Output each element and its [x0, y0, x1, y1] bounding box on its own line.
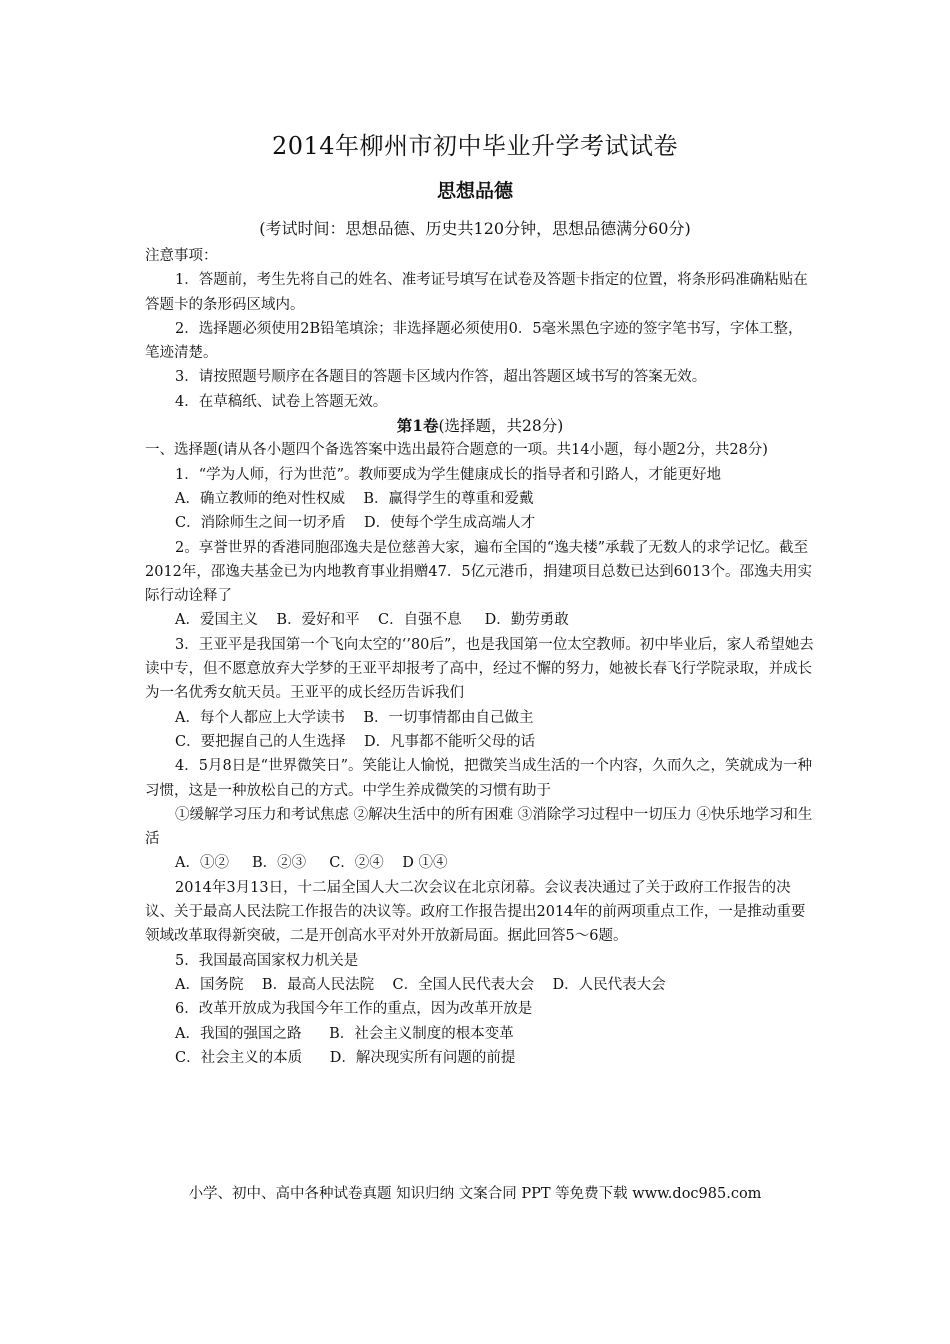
notice-item: 3．请按照题号顺序在各题目的答题卡区域内作答，超出答题区域书写的答案无效。 [175, 369, 707, 386]
question-options-5: A．国务院 B．最高人民法院 C．全国人民代表大会 D．人民代表大会 [175, 976, 666, 993]
question-choices-4: ①缓解学习压力和考试焦虑 ②解决生活中的所有困难 ③消除学习过程中一切压力 ④快乐地学习和生活 [145, 806, 813, 848]
question-stem-3: 3．王亚平是我国第一个飞向太空的‘’80后”，也是我国第一位太空教师。初中毕业后，家人希望她去读中专，但不愿意放弃大学梦的王亚平却报考了高中，经过不懈的努力，她被长春飞行学院录取，并成长为一名优秀女航天员。王亚平的成长经历告诉我们 [145, 636, 814, 702]
question-stem-5: 5．我国最高国家权力机关是 [175, 952, 359, 969]
question-options-2: A．爱国主义 B．爱好和平 C．自强不息 D．勤劳勇敢 [175, 612, 569, 629]
section-title-rest: (选择题，共28分) [438, 417, 564, 436]
question-options-1a: A．确立教师的绝对性权威 B．赢得学生的尊重和爱戴 [175, 490, 534, 507]
question-stem-4: 4．5月8日是“世界微笑日”。笑能让人愉悦，把微笑当成生活的一个内容，久而久之，笑就成为一种习惯，这是一种放松自己的方式。中学生养成微笑的习惯有助于 [145, 758, 812, 799]
question-stem-6: 6．改革开放成为我国今年工作的重点，因为改革开放是 [175, 1001, 533, 1018]
question-options-4: A．①② B．②③ C．②④ D ①④ [175, 855, 448, 872]
page-footer: 小学、初中、高中各种试卷真题 知识归纳 文案合同 PPT 等免费下载 www.doc985.com [188, 1186, 762, 1202]
exam-body [145, 244, 815, 1070]
question-options-3b: C．要把握自己的人生选择 D．凡事都不能听父母的话 [175, 733, 536, 750]
notice-item: 2．选择题必须使用2B铅笔填涂；非选择题必须使用0．5毫米黑色字迹的签字笔书写，字体工整，笔迹清楚。 [145, 320, 803, 362]
question-options-6a: A．我国的强国之路 B．社会主义制度的根本变革 [175, 1025, 514, 1042]
section-title [145, 414, 815, 438]
page-title: 2014年柳州市初中毕业升学考试试卷 [271, 132, 679, 160]
notice-item: 4．在草稿纸、试卷上答题无效。 [175, 393, 388, 410]
question-stem-2: 2。享誉世界的香港同胞邵逸夫是位慈善大家，遍布全国的“逸夫楼”承载了无数人的求学记忆。截至2012年，邵逸夫基金已为内地教育事业捐赠47．5亿元港币，捐建项目总数已达到6013个。邵逸夫用实际行动诠释了 [145, 539, 812, 605]
question-options-3a: A．每个人都应上大学读书 B．一切事情都由自己做主 [175, 709, 534, 726]
notice-item: 1．答题前，考生先将自己的姓名、准考证号填写在试卷及答题卡指定的位置，将条形码准确粘贴在答题卡的条形码区域内。 [145, 272, 808, 313]
question-stem-1: 1．“学为人师，行为世范”。教师要成为学生健康成长的指导者和引路人，才能更好地 [175, 466, 722, 483]
section-instruction: 一、选择题(请从各小题四个备选答案中选出最符合题意的一项。共14小题，每小题2分，共28分) [145, 442, 768, 459]
subject-title: 思想品德 [436, 180, 513, 202]
section-title-bold: 第1卷 [396, 416, 439, 436]
question-options-1b: C．消除师生之间一切矛盾 D．使每个学生成高端人才 [175, 515, 536, 532]
exam-time-note: (考试时间：思想品德、历史共120分钟，思想品德满分60分) [259, 219, 691, 238]
reading-material: 2014年3月13日，十二届全国人大二次会议在北京闭幕。会议表决通过了关于政府工作报告的决议、关于最高人民法院工作报告的决议等。政府工作报告提出2014年的前两项重点工作，一是推动重要领域改革取得新突破，二是开创高水平对外开放新局面。据此回答5～6题。 [145, 879, 806, 945]
question-options-6b: C．社会主义的本质 D．解决现实所有问题的前提 [175, 1049, 516, 1066]
notice-heading: 注意事项： [145, 248, 218, 264]
